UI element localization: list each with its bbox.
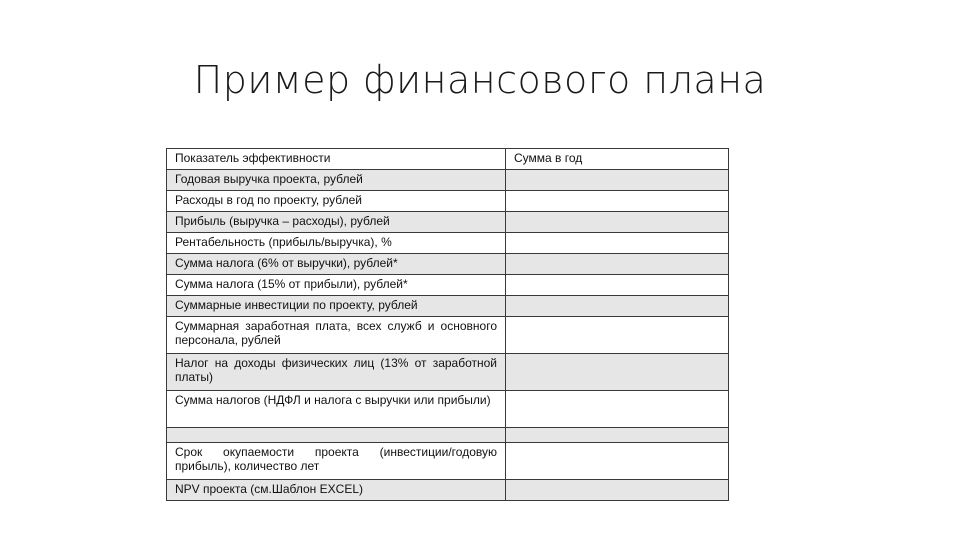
row-value (506, 391, 729, 428)
row-indicator: Расходы в год по проекту, рублей (167, 191, 506, 212)
slide-title: Пример финансового плана (193, 58, 767, 102)
table-row (167, 296, 729, 317)
table-row (167, 443, 729, 480)
row-indicator (167, 428, 506, 443)
table-row (167, 480, 729, 501)
financial-plan-table (166, 148, 729, 501)
row-value (506, 317, 729, 354)
table-header-row (167, 149, 729, 170)
row-value (506, 354, 729, 391)
table-row-empty (167, 428, 729, 443)
row-value (506, 212, 729, 233)
row-indicator: Сумма налога (15% от прибыли), рублей* (167, 275, 506, 296)
table-row (167, 212, 729, 233)
row-indicator: NPV проекта (см.Шаблон EXCEL) (167, 480, 506, 501)
row-indicator: Сумма налогов (НДФЛ и налога с выручки или прибыли) (167, 391, 506, 428)
row-indicator: Сумма налога (6% от выручки), рублей* (167, 254, 506, 275)
row-indicator: Срок окупаемости проекта (инвестиции/годовую прибыль), количество лет (167, 443, 506, 480)
row-indicator: Годовая выручка проекта, рублей (167, 170, 506, 191)
row-value (506, 233, 729, 254)
row-indicator: Суммарная заработная плата, всех служб и основного персонала, рублей (167, 317, 506, 354)
table-row (167, 254, 729, 275)
table-row (167, 317, 729, 354)
table-row (167, 191, 729, 212)
row-value (506, 296, 729, 317)
row-value (506, 443, 729, 480)
row-value (506, 191, 729, 212)
row-value (506, 170, 729, 191)
header-sum-per-year: Сумма в год (506, 149, 729, 170)
financial-plan-table-container (166, 148, 728, 501)
row-value (506, 480, 729, 501)
row-indicator: Прибыль (выручка – расходы), рублей (167, 212, 506, 233)
row-value (506, 428, 729, 443)
row-indicator: Налог на доходы физических лиц (13% от заработной платы) (167, 354, 506, 391)
row-indicator: Рентабельность (прибыль/выручка), % (167, 233, 506, 254)
table-row (167, 233, 729, 254)
table-row (167, 275, 729, 296)
row-value (506, 275, 729, 296)
table-row (167, 354, 729, 391)
header-indicator: Показатель эффективности (167, 149, 506, 170)
table-row (167, 170, 729, 191)
row-indicator: Суммарные инвестиции по проекту, рублей (167, 296, 506, 317)
row-value (506, 254, 729, 275)
table-row (167, 391, 729, 428)
